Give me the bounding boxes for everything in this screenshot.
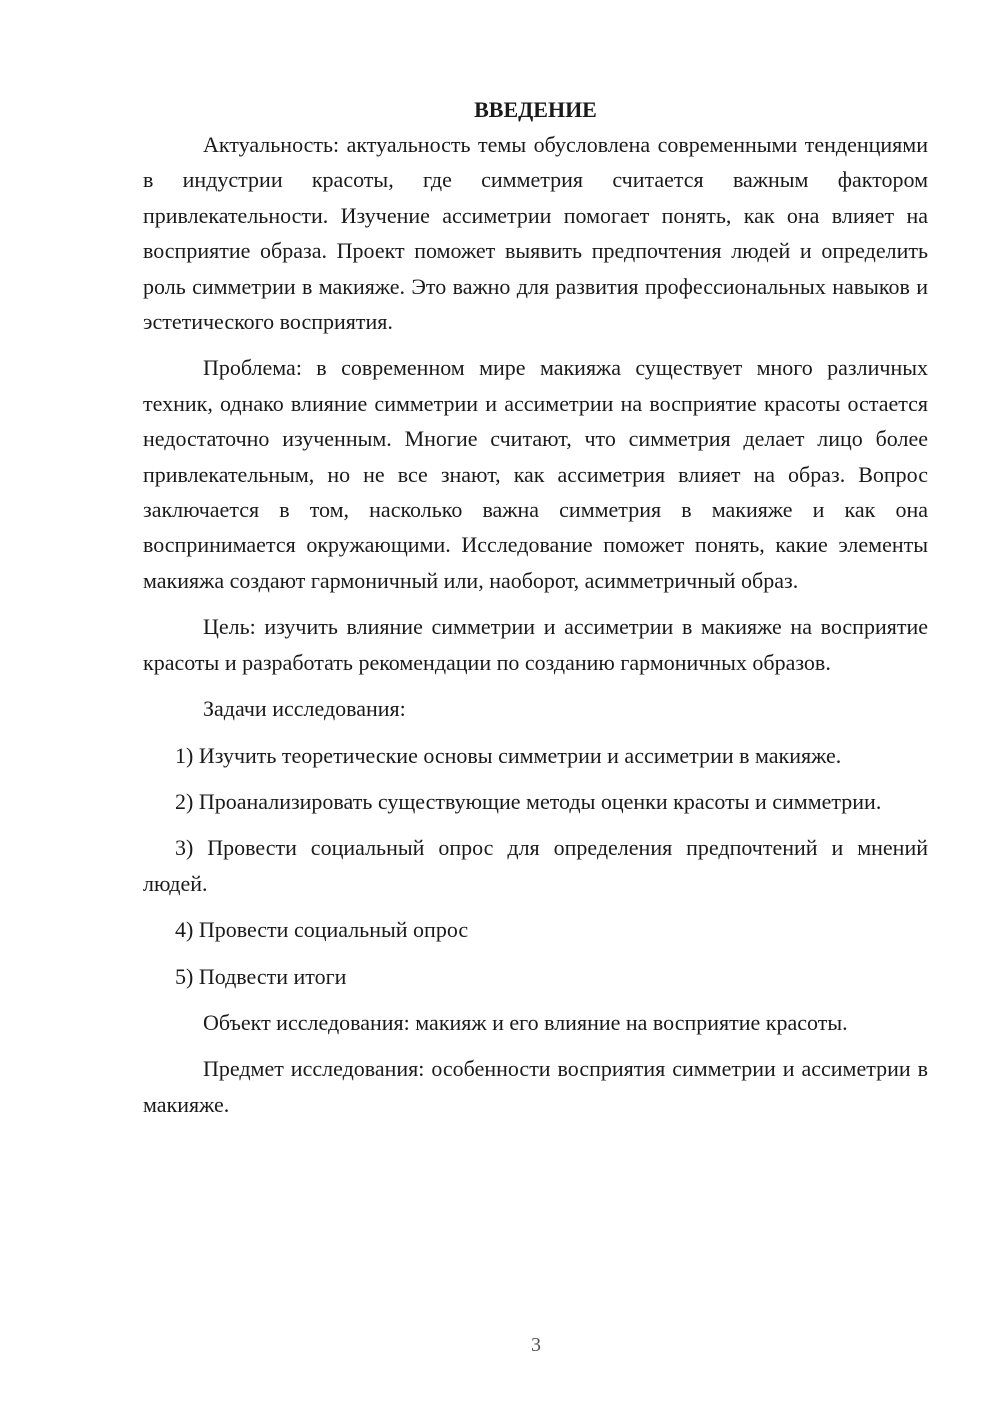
task-item: 4) Провести социальный опрос — [175, 917, 469, 943]
object-paragraph: Объект исследования: макияж и его влияние на восприятие красоты. — [203, 1009, 848, 1035]
task-item: 2) Проанализировать существующие методы оценки красоты и симметрии. — [175, 788, 882, 814]
tasks-list — [143, 738, 928, 994]
goal-paragraph: Цель: изучить влияние симметрии и ассиметрии в макияже на восприятие красоты и разработать рекомендации по созданию гармоничных образов. — [143, 614, 928, 675]
task-item: 1) Изучить теоретические основы симметрии и ассиметрии в макияже. — [175, 742, 842, 768]
task-item: 3) Провести социальный опрос для определения предпочтений и мнений людей. — [143, 835, 928, 896]
subject-paragraph: Предмет исследования: особенности восприятия симметрии и ассиметрии в макияже. — [143, 1056, 928, 1117]
relevance-paragraph: Актуальность: актуальность темы обусловлена современными тенденциями в индустрии красоты, где симметрия считается важным фактором привлекательности. Изучение ассиметрии помогает понять, как она влияет на восприятие образа. Проект поможет выявить предпочтения людей и определить роль симметрии в макияже. Это важно для развития профессиональных навыков и эстетического восприятия. — [143, 132, 928, 335]
task-item: 5) Подвести итоги — [175, 963, 347, 989]
problem-paragraph: Проблема: в современном мире макияжа существует много различных техник, однако влияние симметрии и ассиметрии на восприятие красоты остается недостаточно изученным. Многие считают, что симметрия делает лицо более привлекательным, но не все знают, как ассиметрия влияет на образ. Вопрос заключается в том, насколько важна симметрия в макияже и как она воспринимается окружающими. Исследование поможет понять, какие элементы макияжа создают гармоничный или, наоборот, асимметричный образ. — [143, 355, 928, 593]
tasks-heading: Задачи исследования: — [203, 696, 406, 722]
page-number: 3 — [531, 1334, 541, 1356]
page-title: ВВЕДЕНИЕ — [474, 97, 597, 122]
document-body — [143, 92, 928, 1133]
